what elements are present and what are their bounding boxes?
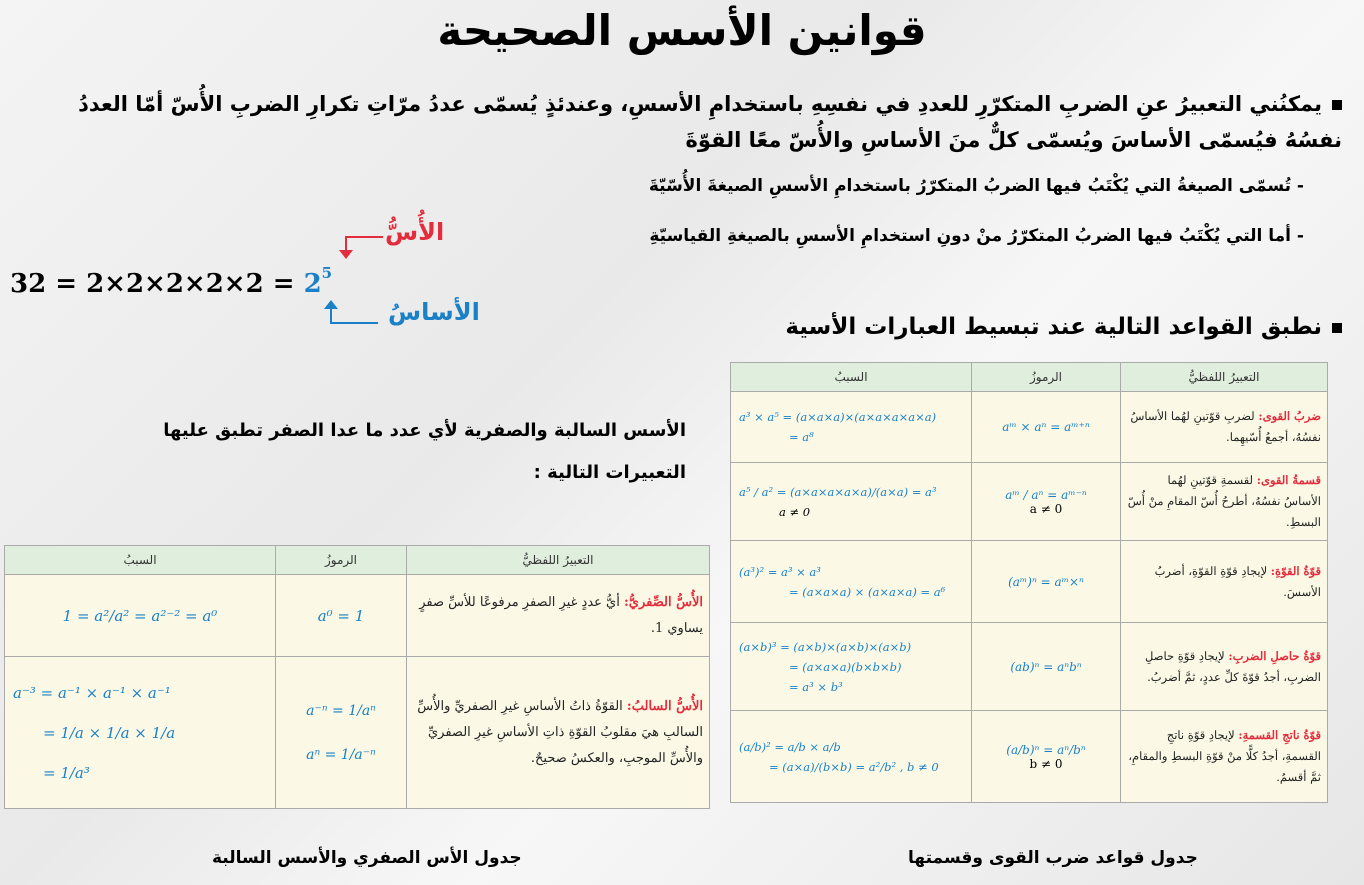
- expanded-expression: 32 = 2×2×2×2×2 =: [10, 269, 304, 299]
- intro-paragraph: يمكنُني التعبيرُ عنِ الضربِ المتكرّرِ للعددِ في نفسِهِ باستخدامِ الأسسِ، وعندئذٍ يُسمّى عددُ مرّاتِ تكرارِ الضربِ الأُسّ أمّا العددُ نفسُهُ فيُسمّى الأساسَ ويُسمّى كلٌّ منَ الأساسِ والأُسّ معًا القوّةَ: [78, 92, 1342, 152]
- bullet-icon: [1332, 323, 1342, 333]
- exponent-value: 5: [321, 264, 333, 282]
- header-verbal: التعبيرُ اللفظيُّ: [407, 546, 710, 575]
- power-rules-table: [730, 362, 1328, 803]
- page-title: قوانين الأسس الصحيحة: [437, 6, 927, 55]
- sub-point-exponential: - تُسمّى الصيغةُ التي يُكْتَبُ فيها الضربُ المتكرّرُ باستخدامِ الأسسِ الصيغةَ الأُسّيّةَ: [648, 176, 1304, 196]
- header-verbal: التعبيرُ اللفظيُّ: [1121, 363, 1328, 392]
- caption-left: جدول الأس الصفري والأسس السالبة: [212, 848, 522, 868]
- table-row: قوّةُ ناتجِ القسمةِ: لإيجادِ قوّةِ ناتجِ القسمةِ، أجدُ كلًّا منْ قوّةِ البسطِ والمقامِ، ثمَّ أقسمُ. (a/b)ⁿ = aⁿ/bⁿ b ≠ 0 (a/b)² = a/b × a/b = (a×a)/(b×b) = a²/b² , b ≠ 0: [731, 711, 1328, 803]
- arrow-up-icon: [324, 300, 338, 309]
- section-heading: نطبق القواعد التالية عند تبسيط العبارات الأسية: [785, 314, 1342, 340]
- table-row: الأُسُّ السالبُ: القوّةُ ذاتُ الأساسِ غيرِ الصفريِّ والأُسِّ السالبِ هيَ مقلوبُ القوّةِ ذاتِ الأساسِ غيرِ الصفريِّ والأُسِّ الموجبِ، والعكسُ صحيحٌ. a⁻ⁿ = 1/aⁿ aⁿ = 1/a⁻ⁿ a⁻³ = a⁻¹ × a⁻¹ × a⁻¹ = 1/a × 1/a × 1/a = 1/a³: [5, 657, 710, 809]
- base-value: 2: [303, 269, 322, 299]
- header-symbols: الرموزُ: [972, 363, 1121, 392]
- power-example: [10, 264, 332, 299]
- table-row: ضربُ القوى: لضربِ قوّتينِ لهُما الأساسُ نفسُهُ، أجمعُ أُسّيهِما. aᵐ × aⁿ = aᵐ⁺ⁿ a³ × a⁵ = (a×a×a)×(a×a×a×a×a) = a⁸: [731, 392, 1328, 463]
- table-row: قسمةُ القوى: لقسمةِ قوّتينِ لهُما الأساسُ نفسُهُ، أطرحُ أُسّ المقامِ منْ أُسّ البسطِ. aᵐ / aⁿ = aᵐ⁻ⁿ a ≠ 0 a⁵ / a² = (a×a×a×a×a)/(a×a) = a³ a ≠ 0: [731, 463, 1328, 541]
- caption-right: جدول قواعد ضرب القوى وقسمتها: [908, 848, 1198, 868]
- table-row: الأُسُّ الصِّفريُّ: أيُّ عددٍ غيرِ الصفرِ مرفوعًا للأسِّ صفرٍ يساوي 1. a⁰ = 1 1 = a²/a² = a²⁻² = a⁰: [5, 575, 710, 657]
- negative-exponent-description: الأسس السالبة والصفرية لأي عدد ما عدا الصفر تطبق عليها التعبيرات التالية :: [163, 420, 686, 483]
- sub-point-standard: - أما التي يُكْتَبُ فيها الضربُ المتكرّرُ منْ دونِ استخدامِ الأسسِ بالصيغةِ القياسيّةِ: [649, 226, 1304, 246]
- exponent-arrow: [345, 236, 383, 238]
- arrow-down-icon: [339, 250, 353, 259]
- header-reason: السببُ: [731, 363, 972, 392]
- header-symbols: الرموزُ: [276, 546, 407, 575]
- base-arrow: [330, 322, 378, 324]
- exponent-label: الأُسُّ: [385, 218, 445, 246]
- table-row: قوّةُ القوّةِ: لإيجادِ قوّةِ القوّةِ، أضربُ الأسسَ. (aᵐ)ⁿ = aᵐ×ⁿ (a³)² = a³ × a³ = (a×a×a) × (a×a×a) = a⁶: [731, 541, 1328, 623]
- base-label: الأساسُ: [388, 298, 480, 326]
- header-reason: السببُ: [5, 546, 276, 575]
- bullet-icon: [1332, 100, 1342, 110]
- zero-negative-exponent-table: [4, 545, 710, 809]
- table-row: قوّةُ حاصلِ الضربِ: لإيجادِ قوّةِ حاصلِ الضربِ، أجدُ قوّةَ كلِّ عددٍ، ثمَّ أضربُ. (ab)ⁿ = aⁿbⁿ (a×b)³ = (a×b)×(a×b)×(a×b) = (a×a×a)(b×b×b) = a³ × b³: [731, 623, 1328, 711]
